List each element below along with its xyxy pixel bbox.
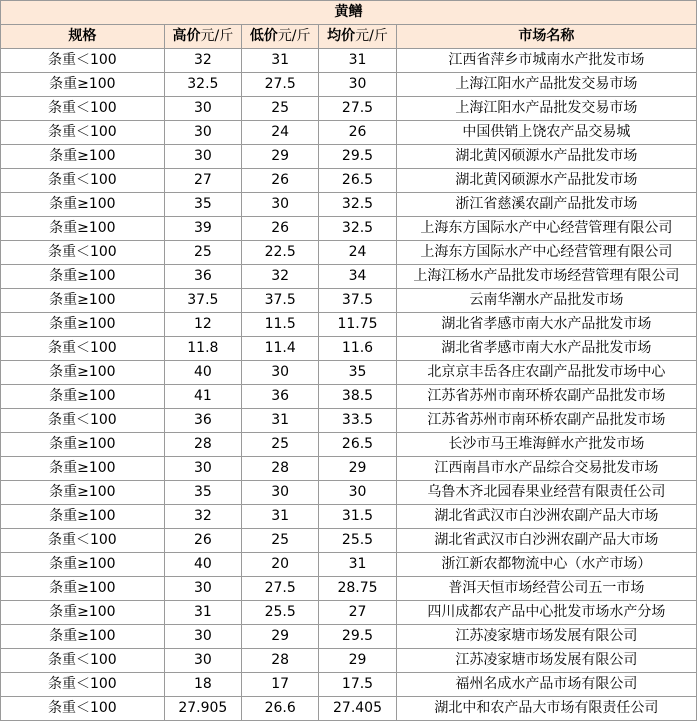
table-row bbox=[1, 145, 697, 169]
table-row bbox=[1, 529, 697, 553]
cell-spec: 条重＜100 bbox=[1, 649, 165, 673]
cell-spec: 条重≥100 bbox=[1, 553, 165, 577]
cell-spec: 条重≥100 bbox=[1, 577, 165, 601]
cell-low: 28 bbox=[242, 649, 319, 673]
cell-low: 11.5 bbox=[242, 313, 319, 337]
cell-spec: 条重＜100 bbox=[1, 673, 165, 697]
table-title: 黄鳝 bbox=[1, 1, 697, 25]
cell-high: 30 bbox=[164, 649, 241, 673]
cell-high: 41 bbox=[164, 385, 241, 409]
table-row bbox=[1, 193, 697, 217]
cell-market: 上海东方国际水产中心经营管理有限公司 bbox=[396, 241, 696, 265]
cell-market: 上海江杨水产品批发市场经营管理有限公司 bbox=[396, 265, 696, 289]
cell-low: 28 bbox=[242, 457, 319, 481]
cell-high: 27.905 bbox=[164, 697, 241, 721]
table-row bbox=[1, 601, 697, 625]
cell-market: 长沙市马王堆海鲜水产批发市场 bbox=[396, 433, 696, 457]
cell-low: 36 bbox=[242, 385, 319, 409]
cell-avg: 11.6 bbox=[319, 337, 396, 361]
cell-avg: 34 bbox=[319, 265, 396, 289]
cell-market: 乌鲁木齐北园春果业经营有限责任公司 bbox=[396, 481, 696, 505]
cell-low: 26 bbox=[242, 169, 319, 193]
table-row bbox=[1, 265, 697, 289]
cell-low: 26 bbox=[242, 217, 319, 241]
cell-low: 26.6 bbox=[242, 697, 319, 721]
cell-market: 湖北中和农产品大市场有限责任公司 bbox=[396, 697, 696, 721]
table-row bbox=[1, 241, 697, 265]
cell-low: 32 bbox=[242, 265, 319, 289]
cell-high: 32.5 bbox=[164, 73, 241, 97]
cell-avg: 27.405 bbox=[319, 697, 396, 721]
cell-market: 湖北省孝感市南大水产品批发市场 bbox=[396, 313, 696, 337]
cell-low: 30 bbox=[242, 481, 319, 505]
header-low-label: 低价 bbox=[249, 28, 278, 44]
cell-spec: 条重＜100 bbox=[1, 409, 165, 433]
cell-low: 25 bbox=[242, 433, 319, 457]
cell-avg: 27 bbox=[319, 601, 396, 625]
cell-spec: 条重＜100 bbox=[1, 697, 165, 721]
cell-high: 12 bbox=[164, 313, 241, 337]
cell-avg: 38.5 bbox=[319, 385, 396, 409]
cell-high: 11.8 bbox=[164, 337, 241, 361]
cell-spec: 条重≥100 bbox=[1, 385, 165, 409]
cell-low: 25 bbox=[242, 529, 319, 553]
cell-market: 湖北黄冈硕源水产品批发市场 bbox=[396, 169, 696, 193]
cell-spec: 条重≥100 bbox=[1, 481, 165, 505]
header-avg-unit: 元/斤 bbox=[355, 28, 388, 44]
cell-low: 17 bbox=[242, 673, 319, 697]
cell-high: 32 bbox=[164, 505, 241, 529]
title-row bbox=[1, 1, 697, 25]
cell-avg: 26.5 bbox=[319, 433, 396, 457]
cell-high: 36 bbox=[164, 409, 241, 433]
header-market: 市场名称 bbox=[396, 25, 696, 49]
table-row bbox=[1, 217, 697, 241]
header-avg-label: 均价 bbox=[327, 28, 356, 44]
table-row bbox=[1, 577, 697, 601]
cell-spec: 条重≥100 bbox=[1, 601, 165, 625]
cell-spec: 条重≥100 bbox=[1, 265, 165, 289]
cell-avg: 28.75 bbox=[319, 577, 396, 601]
cell-avg: 29 bbox=[319, 457, 396, 481]
cell-avg: 30 bbox=[319, 73, 396, 97]
cell-high: 40 bbox=[164, 553, 241, 577]
cell-high: 39 bbox=[164, 217, 241, 241]
cell-avg: 33.5 bbox=[319, 409, 396, 433]
cell-high: 35 bbox=[164, 481, 241, 505]
cell-high: 30 bbox=[164, 577, 241, 601]
cell-spec: 条重≥100 bbox=[1, 505, 165, 529]
cell-market: 湖北黄冈硕源水产品批发市场 bbox=[396, 145, 696, 169]
cell-avg: 26.5 bbox=[319, 169, 396, 193]
cell-high: 36 bbox=[164, 265, 241, 289]
cell-market: 江苏省苏州市南环桥农副产品批发市场 bbox=[396, 409, 696, 433]
table-row bbox=[1, 505, 697, 529]
table-row bbox=[1, 553, 697, 577]
cell-low: 22.5 bbox=[242, 241, 319, 265]
cell-spec: 条重＜100 bbox=[1, 121, 165, 145]
table-row bbox=[1, 121, 697, 145]
cell-avg: 35 bbox=[319, 361, 396, 385]
cell-high: 32 bbox=[164, 49, 241, 73]
cell-high: 30 bbox=[164, 145, 241, 169]
cell-avg: 32.5 bbox=[319, 217, 396, 241]
header-low-unit: 元/斤 bbox=[277, 28, 311, 44]
table-row bbox=[1, 649, 697, 673]
table-row bbox=[1, 481, 697, 505]
header-low bbox=[242, 25, 319, 49]
cell-spec: 条重≥100 bbox=[1, 625, 165, 649]
cell-market: 四川成都农产品中心批发市场水产分场 bbox=[396, 601, 696, 625]
cell-low: 37.5 bbox=[242, 289, 319, 313]
cell-market: 江西省萍乡市城南水产批发市场 bbox=[396, 49, 696, 73]
cell-market: 湖北省孝感市南大水产品批发市场 bbox=[396, 337, 696, 361]
cell-avg: 27.5 bbox=[319, 97, 396, 121]
cell-market: 北京京丰岳各庄农副产品批发市场中心 bbox=[396, 361, 696, 385]
cell-high: 27 bbox=[164, 169, 241, 193]
table-row bbox=[1, 457, 697, 481]
cell-high: 25 bbox=[164, 241, 241, 265]
cell-high: 30 bbox=[164, 121, 241, 145]
cell-avg: 25.5 bbox=[319, 529, 396, 553]
cell-avg: 26 bbox=[319, 121, 396, 145]
cell-avg: 31 bbox=[319, 553, 396, 577]
header-spec: 规格 bbox=[1, 25, 165, 49]
cell-market: 湖北省武汉市白沙洲农副产品大市场 bbox=[396, 529, 696, 553]
header-row bbox=[1, 25, 697, 49]
cell-spec: 条重≥100 bbox=[1, 457, 165, 481]
cell-market: 江苏省苏州市南环桥农副产品批发市场 bbox=[396, 385, 696, 409]
cell-market: 上海江阳水产品批发交易市场 bbox=[396, 73, 696, 97]
cell-market: 云南华潮水产品批发市场 bbox=[396, 289, 696, 313]
cell-avg: 37.5 bbox=[319, 289, 396, 313]
cell-market: 浙江省慈溪农副产品批发市场 bbox=[396, 193, 696, 217]
table-row bbox=[1, 625, 697, 649]
table-row bbox=[1, 673, 697, 697]
cell-spec: 条重≥100 bbox=[1, 193, 165, 217]
table-row bbox=[1, 385, 697, 409]
cell-low: 25.5 bbox=[242, 601, 319, 625]
table-row bbox=[1, 337, 697, 361]
cell-high: 31 bbox=[164, 601, 241, 625]
cell-high: 30 bbox=[164, 625, 241, 649]
cell-avg: 29.5 bbox=[319, 145, 396, 169]
header-avg bbox=[319, 25, 396, 49]
cell-spec: 条重≥100 bbox=[1, 73, 165, 97]
cell-spec: 条重≥100 bbox=[1, 313, 165, 337]
cell-low: 24 bbox=[242, 121, 319, 145]
cell-avg: 17.5 bbox=[319, 673, 396, 697]
table-row bbox=[1, 697, 697, 721]
header-high-label: 高价 bbox=[172, 28, 201, 44]
cell-avg: 30 bbox=[319, 481, 396, 505]
cell-high: 26 bbox=[164, 529, 241, 553]
cell-market: 福州名成水产品市场有限公司 bbox=[396, 673, 696, 697]
cell-low: 27.5 bbox=[242, 577, 319, 601]
cell-low: 20 bbox=[242, 553, 319, 577]
cell-low: 31 bbox=[242, 505, 319, 529]
cell-spec: 条重≥100 bbox=[1, 361, 165, 385]
cell-high: 37.5 bbox=[164, 289, 241, 313]
cell-spec: 条重＜100 bbox=[1, 97, 165, 121]
cell-market: 上海东方国际水产中心经营管理有限公司 bbox=[396, 217, 696, 241]
cell-spec: 条重≥100 bbox=[1, 433, 165, 457]
table-row bbox=[1, 73, 697, 97]
table-row bbox=[1, 289, 697, 313]
cell-avg: 29 bbox=[319, 649, 396, 673]
table-body bbox=[1, 49, 697, 721]
cell-spec: 条重≥100 bbox=[1, 145, 165, 169]
cell-spec: 条重＜100 bbox=[1, 337, 165, 361]
cell-spec: 条重＜100 bbox=[1, 529, 165, 553]
header-high-unit: 元/斤 bbox=[200, 28, 234, 44]
table-row bbox=[1, 313, 697, 337]
cell-high: 28 bbox=[164, 433, 241, 457]
cell-avg: 31 bbox=[319, 49, 396, 73]
cell-market: 江苏凌家塘市场发展有限公司 bbox=[396, 649, 696, 673]
table-row bbox=[1, 169, 697, 193]
cell-avg: 29.5 bbox=[319, 625, 396, 649]
cell-avg: 11.75 bbox=[319, 313, 396, 337]
cell-high: 30 bbox=[164, 457, 241, 481]
cell-low: 30 bbox=[242, 193, 319, 217]
cell-low: 31 bbox=[242, 409, 319, 433]
cell-spec: 条重＜100 bbox=[1, 49, 165, 73]
cell-low: 11.4 bbox=[242, 337, 319, 361]
table-row bbox=[1, 97, 697, 121]
cell-high: 35 bbox=[164, 193, 241, 217]
cell-market: 浙江新农都物流中心（水产市场） bbox=[396, 553, 696, 577]
cell-low: 31 bbox=[242, 49, 319, 73]
cell-low: 29 bbox=[242, 625, 319, 649]
cell-avg: 31.5 bbox=[319, 505, 396, 529]
cell-low: 27.5 bbox=[242, 73, 319, 97]
header-high bbox=[164, 25, 241, 49]
cell-market: 江西南昌市水产品综合交易批发市场 bbox=[396, 457, 696, 481]
cell-market: 中国供销上饶农产品交易城 bbox=[396, 121, 696, 145]
cell-market: 上海江阳水产品批发交易市场 bbox=[396, 97, 696, 121]
table-row bbox=[1, 361, 697, 385]
cell-high: 40 bbox=[164, 361, 241, 385]
cell-low: 25 bbox=[242, 97, 319, 121]
cell-market: 江苏凌家塘市场发展有限公司 bbox=[396, 625, 696, 649]
table-row bbox=[1, 49, 697, 73]
cell-high: 18 bbox=[164, 673, 241, 697]
cell-low: 30 bbox=[242, 361, 319, 385]
cell-high: 30 bbox=[164, 97, 241, 121]
cell-market: 普洱天恒市场经营公司五一市场 bbox=[396, 577, 696, 601]
cell-low: 29 bbox=[242, 145, 319, 169]
cell-spec: 条重≥100 bbox=[1, 217, 165, 241]
cell-spec: 条重≥100 bbox=[1, 289, 165, 313]
cell-market: 湖北省武汉市白沙洲农副产品大市场 bbox=[396, 505, 696, 529]
cell-avg: 24 bbox=[319, 241, 396, 265]
cell-spec: 条重＜100 bbox=[1, 241, 165, 265]
cell-avg: 32.5 bbox=[319, 193, 396, 217]
table-row bbox=[1, 409, 697, 433]
table-row bbox=[1, 433, 697, 457]
cell-spec: 条重＜100 bbox=[1, 169, 165, 193]
